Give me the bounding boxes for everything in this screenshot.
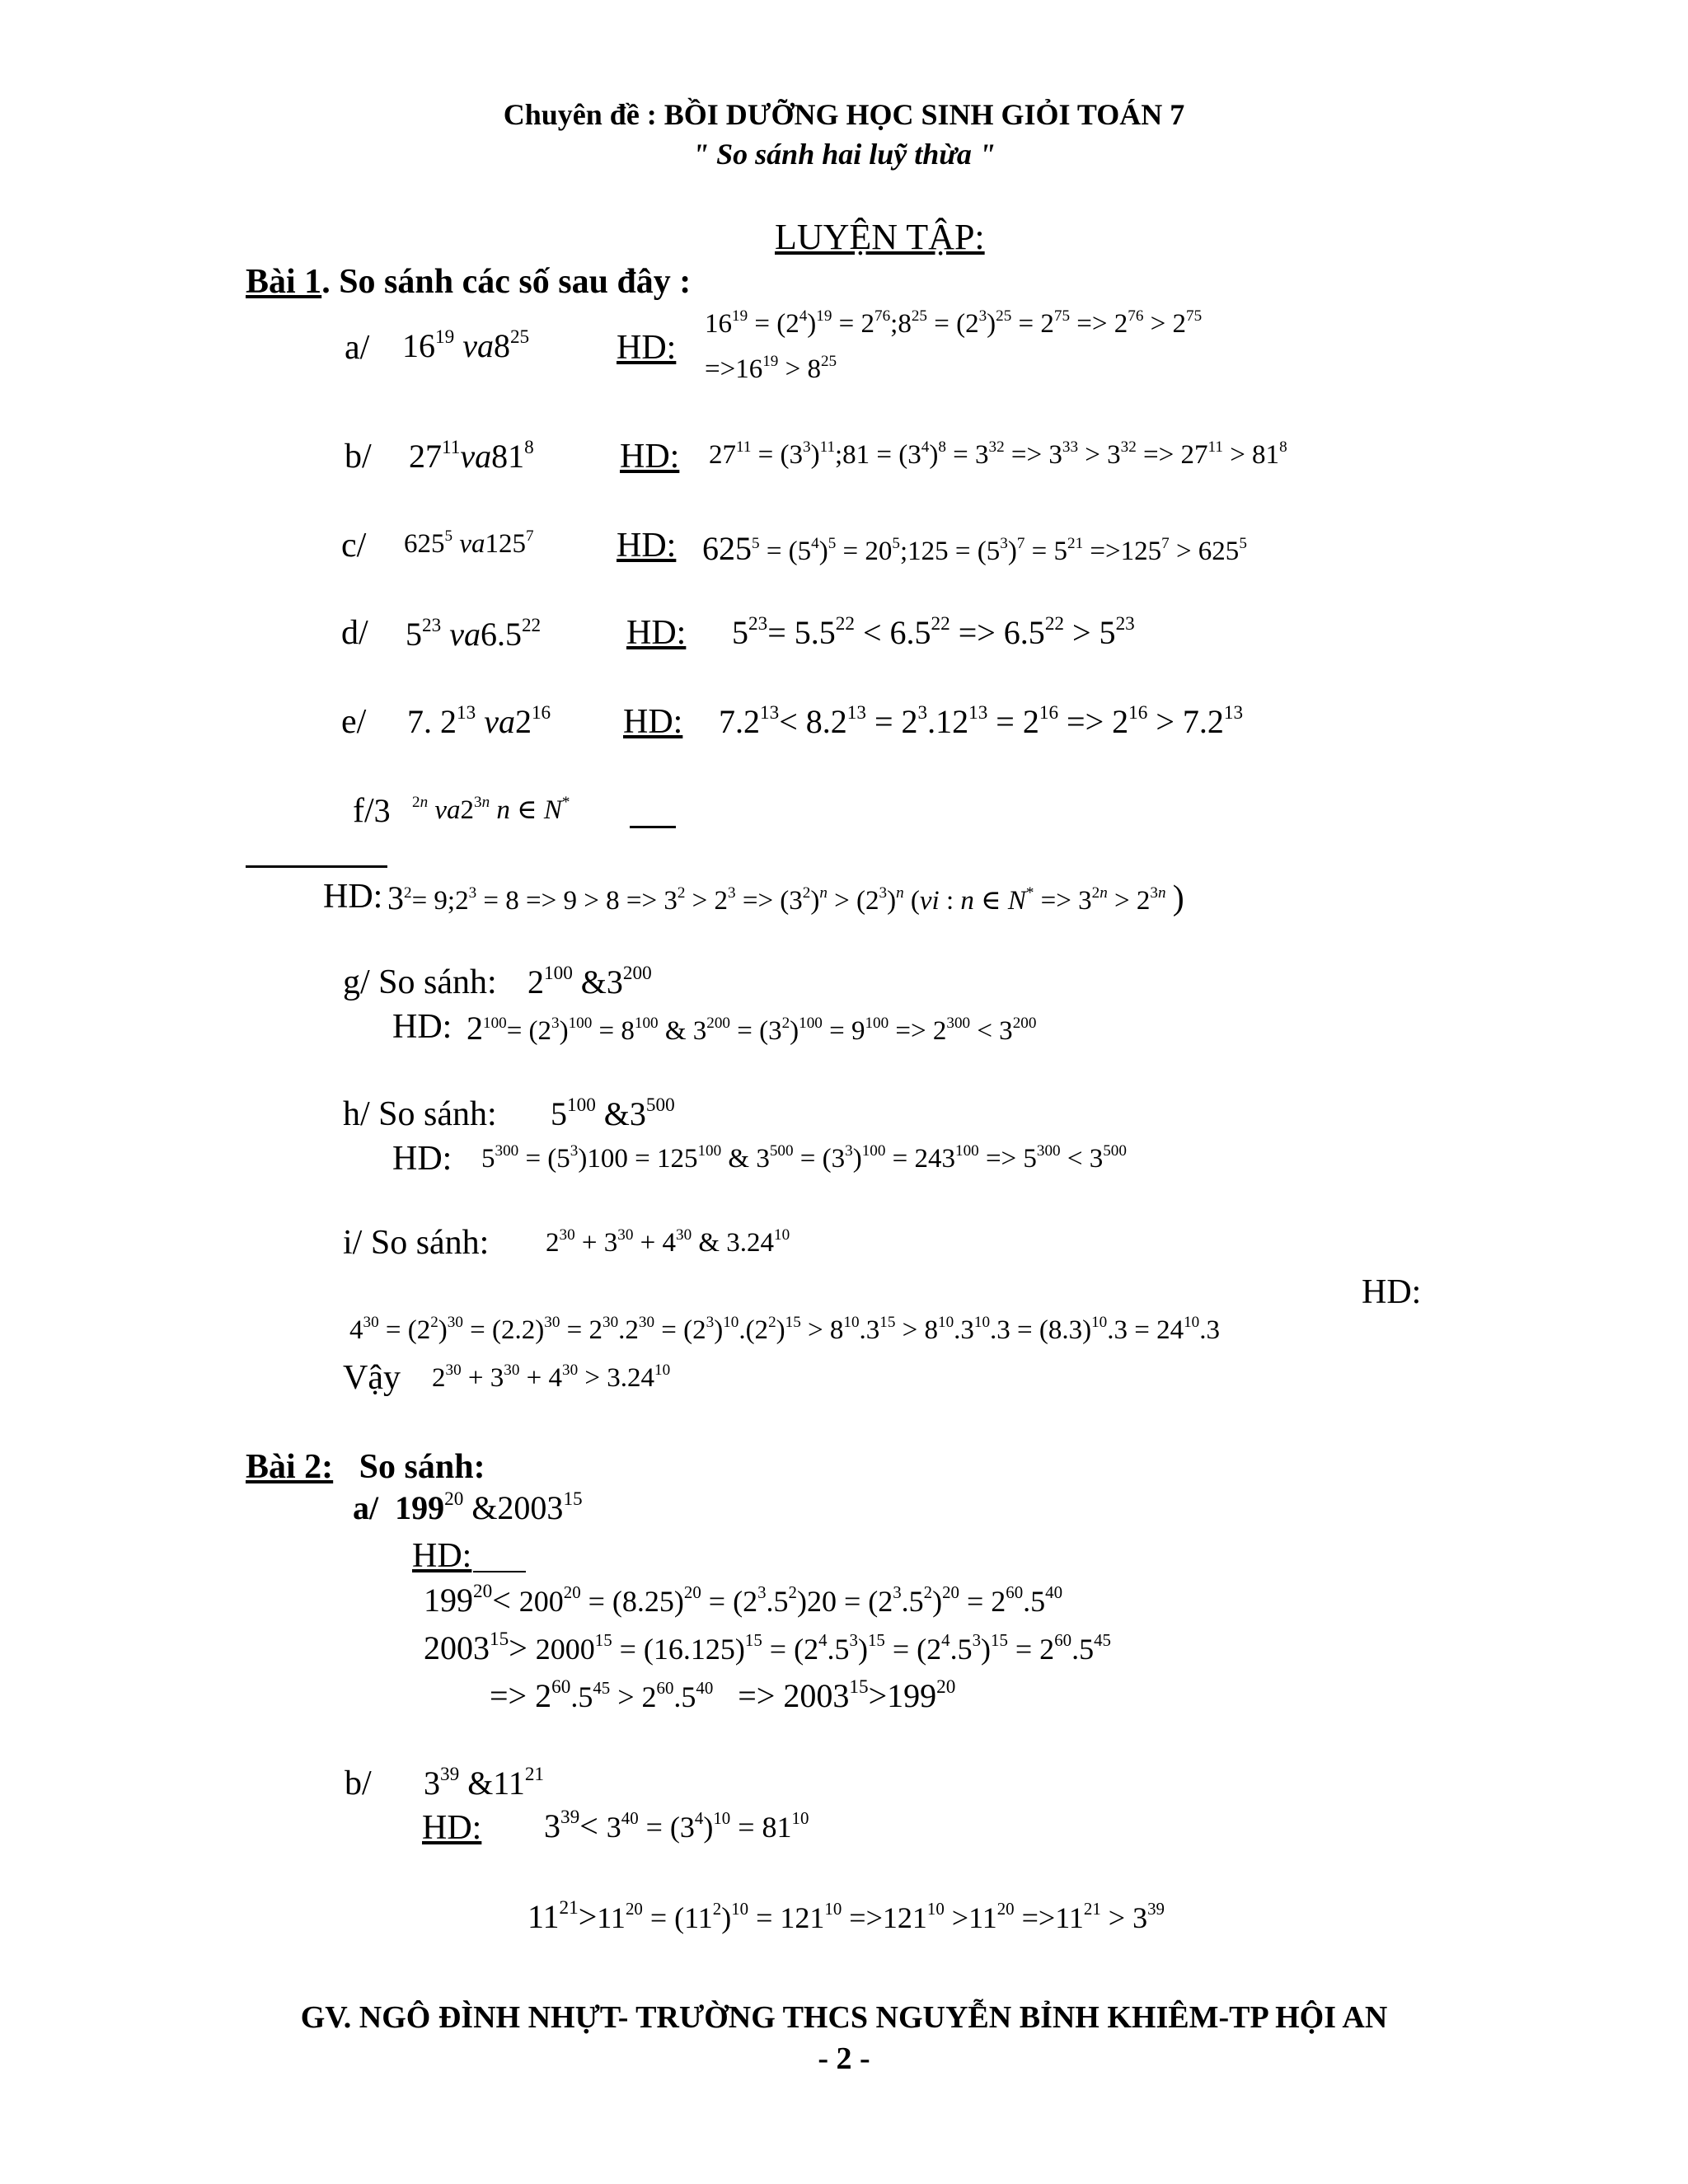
section-title: LUYỆN TẬP: <box>775 217 985 257</box>
item-f-label-text: f/ <box>353 792 374 830</box>
item-g-problem: $2^{100}$ $\&3^{200}$ <box>528 962 652 1001</box>
bai2-a-solution-line2: $2003^{15}> 2000^{15} = (16.125)^{15} = (2^4.5^3)^{15} = (2^4.5^3)^{15} = 2^{60}.5^{45}$ <box>424 1628 1111 1666</box>
item-f-hd: HD: <box>323 878 383 916</box>
bai2-number: Bài 2: <box>246 1448 334 1486</box>
bai1-heading-text: . So sánh các số sau đây : <box>321 263 692 301</box>
item-f-solution: $3^2=$ $9;2^3 = 8 => 9 > 8 => 3^2 > 2^3 => (3^2)^n > (2^3)^n$ (vi : n ∈ $N^* => 3^{2n} > 2^{3n}$ ) <box>387 879 1184 917</box>
bai2-a-hd: HD: <box>412 1537 472 1575</box>
item-b-problem: $27^{11}va81^8$ <box>409 436 534 475</box>
bai2-b-label: b/ <box>345 1765 372 1802</box>
item-d-label: d/ <box>341 614 368 652</box>
item-c-problem: $625^5$ $va125^7$ <box>404 527 534 559</box>
item-c-label: c/ <box>341 527 367 565</box>
item-a-label: a/ <box>345 329 370 367</box>
footer-author: GV. NGÔ ĐÌNH NHỰT- TRƯỜNG THCS NGUYỄN BỈNH KHIÊM-TP HỘI AN <box>300 2000 1388 2035</box>
item-a-solution-line1: $16^{19} = (2^4)^{19}$ = $2^{76};8^{25} = (2^3)^{25} = 2^{75} => 2^{76} > 2^{75}$ <box>705 307 1203 339</box>
item-f-label: f/3 <box>353 792 391 830</box>
bai1-number: Bài 1 <box>246 263 322 301</box>
item-h-problem: $5^{100}$ $\&3^{500}$ <box>551 1094 675 1132</box>
bai2-b-solution-line1: $3^{39}< 3^{40} = (3^4)^{10} = 81^{10}$ <box>544 1806 809 1844</box>
separator-line <box>246 865 387 868</box>
document-subtitle: " So sánh hai luỹ thừa " <box>692 138 996 171</box>
bai2-heading-text: So sánh: <box>359 1448 485 1486</box>
item-c-solution: $625^5 = (5^4)^5$ = $20^5;125 = (5^3)^7 = 5^{21} =>125^7 > 625^5$ <box>702 530 1247 567</box>
item-d-hd: HD: <box>626 614 687 652</box>
item-e-label: e/ <box>341 703 367 741</box>
bai2-b-solution-line2: $11^{21}>11^{20} = (11^2)^{10} = 121^{10} =>121^{10} >11^{20} =>11^{21} > 3^{39}$ <box>528 1896 1165 1935</box>
bai2-b-hd: HD: <box>422 1809 482 1847</box>
item-i-conclusion: $2^{30} + 3^{30} + 4^{30} > 3.24^{10}$ <box>432 1361 671 1393</box>
item-i-label: i/ So sánh: <box>343 1224 490 1262</box>
item-e-problem: 7. $2^{13}$ $va2^{16}$ <box>407 701 551 740</box>
item-d-solution: $5^{23}= 5.5^{22} < 6.5^{22} => 6.5^{22} > 5^{23}$ <box>732 612 1135 651</box>
item-i-conclusion-label: Vậy <box>343 1359 401 1397</box>
document-title: Chuyên đề : BỒI DƯỠNG HỌC SINH GIỎI TOÁN 7 <box>503 98 1185 131</box>
bai2-a-conclusion: => $2^{60}.5^{45} > 2^{60}.5^{40} => 2003^{15}>199^{20}$ <box>490 1675 956 1714</box>
bai2-heading <box>246 1447 485 1487</box>
bai2-a: a/ $199^{20}$ &2003$^{15}$ <box>353 1488 583 1526</box>
item-g-label: g/ So sánh: <box>343 963 497 1001</box>
item-a-problem: $16^{19}$ $va8^{25}$ <box>402 326 530 364</box>
item-b-hd: HD: <box>620 438 680 476</box>
item-e-solution: $7.2^{13}< 8.2^{13} = 2^3.12^{13} = 2^{16} => 2^{16} > 7.2^{13}$ <box>719 701 1244 740</box>
page-number: - 2 - <box>818 2041 870 2076</box>
bai2-a-hd-underline <box>473 1571 526 1572</box>
bai2-b-problem: $3^{39}$ $\&11^{21}$ <box>424 1763 545 1802</box>
item-b-solution: $27^{11}$ = $(3^3)^{11};81 = (3^4)^8 = 3^{32} => 3^{33} > 3^{32} => 27^{11} > 81^8$ <box>709 438 1287 470</box>
item-g-solution: $2^{100}= (2^3)^{100} = 8^{100}$ & $3^{200} = (3^2)^{100} = 9^{100} => 2^{300} < 3^{200}$ <box>467 1010 1037 1047</box>
item-i-hd: HD: <box>1362 1273 1422 1311</box>
item-e-hd: HD: <box>623 703 683 741</box>
item-a-solution-line2: $=>16^{19} > 8^{25}$ <box>705 352 837 384</box>
item-a-hd: HD: <box>617 329 677 367</box>
blank-line <box>630 826 676 828</box>
item-b-label: b/ <box>345 438 372 476</box>
item-h-label: h/ So sánh: <box>343 1095 497 1133</box>
item-i-solution: $4^{30} = (2^2)^{30} = (2.2)^{30} = 2^{30}.2^{30} = (2^3)^{10}.(2^2)^{15} > 8^{10}.3^{15} > 8^{10}.3^{10}.3 = (8.3)^{10}.3 = 24^{10}.3$ <box>349 1313 1220 1345</box>
item-h-solution: $5^{300} = (5^3)100 = 125^{100}$ & $3^{500} = (3^3)^{100} = 243^{100} => 5^{300} < 3^{500}$ <box>481 1141 1127 1174</box>
bai2-a-solution-line1: $199^{20}< 200^{20} = (8.25)^{20} = (2^3.5^2)20 = (2^3.5^2)^{20} = 2^{60}.5^{40}$ <box>424 1580 1063 1619</box>
item-g-hd: HD: <box>392 1008 452 1046</box>
item-c-hd: HD: <box>617 527 677 565</box>
item-f-problem: $^{2n}$ $va2^{3n}$ n ∈ N* <box>412 793 570 825</box>
bai2-a-label: a/ <box>353 1489 379 1526</box>
item-h-hd: HD: <box>392 1140 452 1178</box>
item-d-problem: $5^{23}$ $va6.5^{22}$ <box>406 614 542 653</box>
bai1-heading <box>246 262 691 302</box>
item-i-problem: $2^{30} + 3^{30} + 4^{30}$ & 3.24$^{10}$ <box>546 1226 790 1258</box>
